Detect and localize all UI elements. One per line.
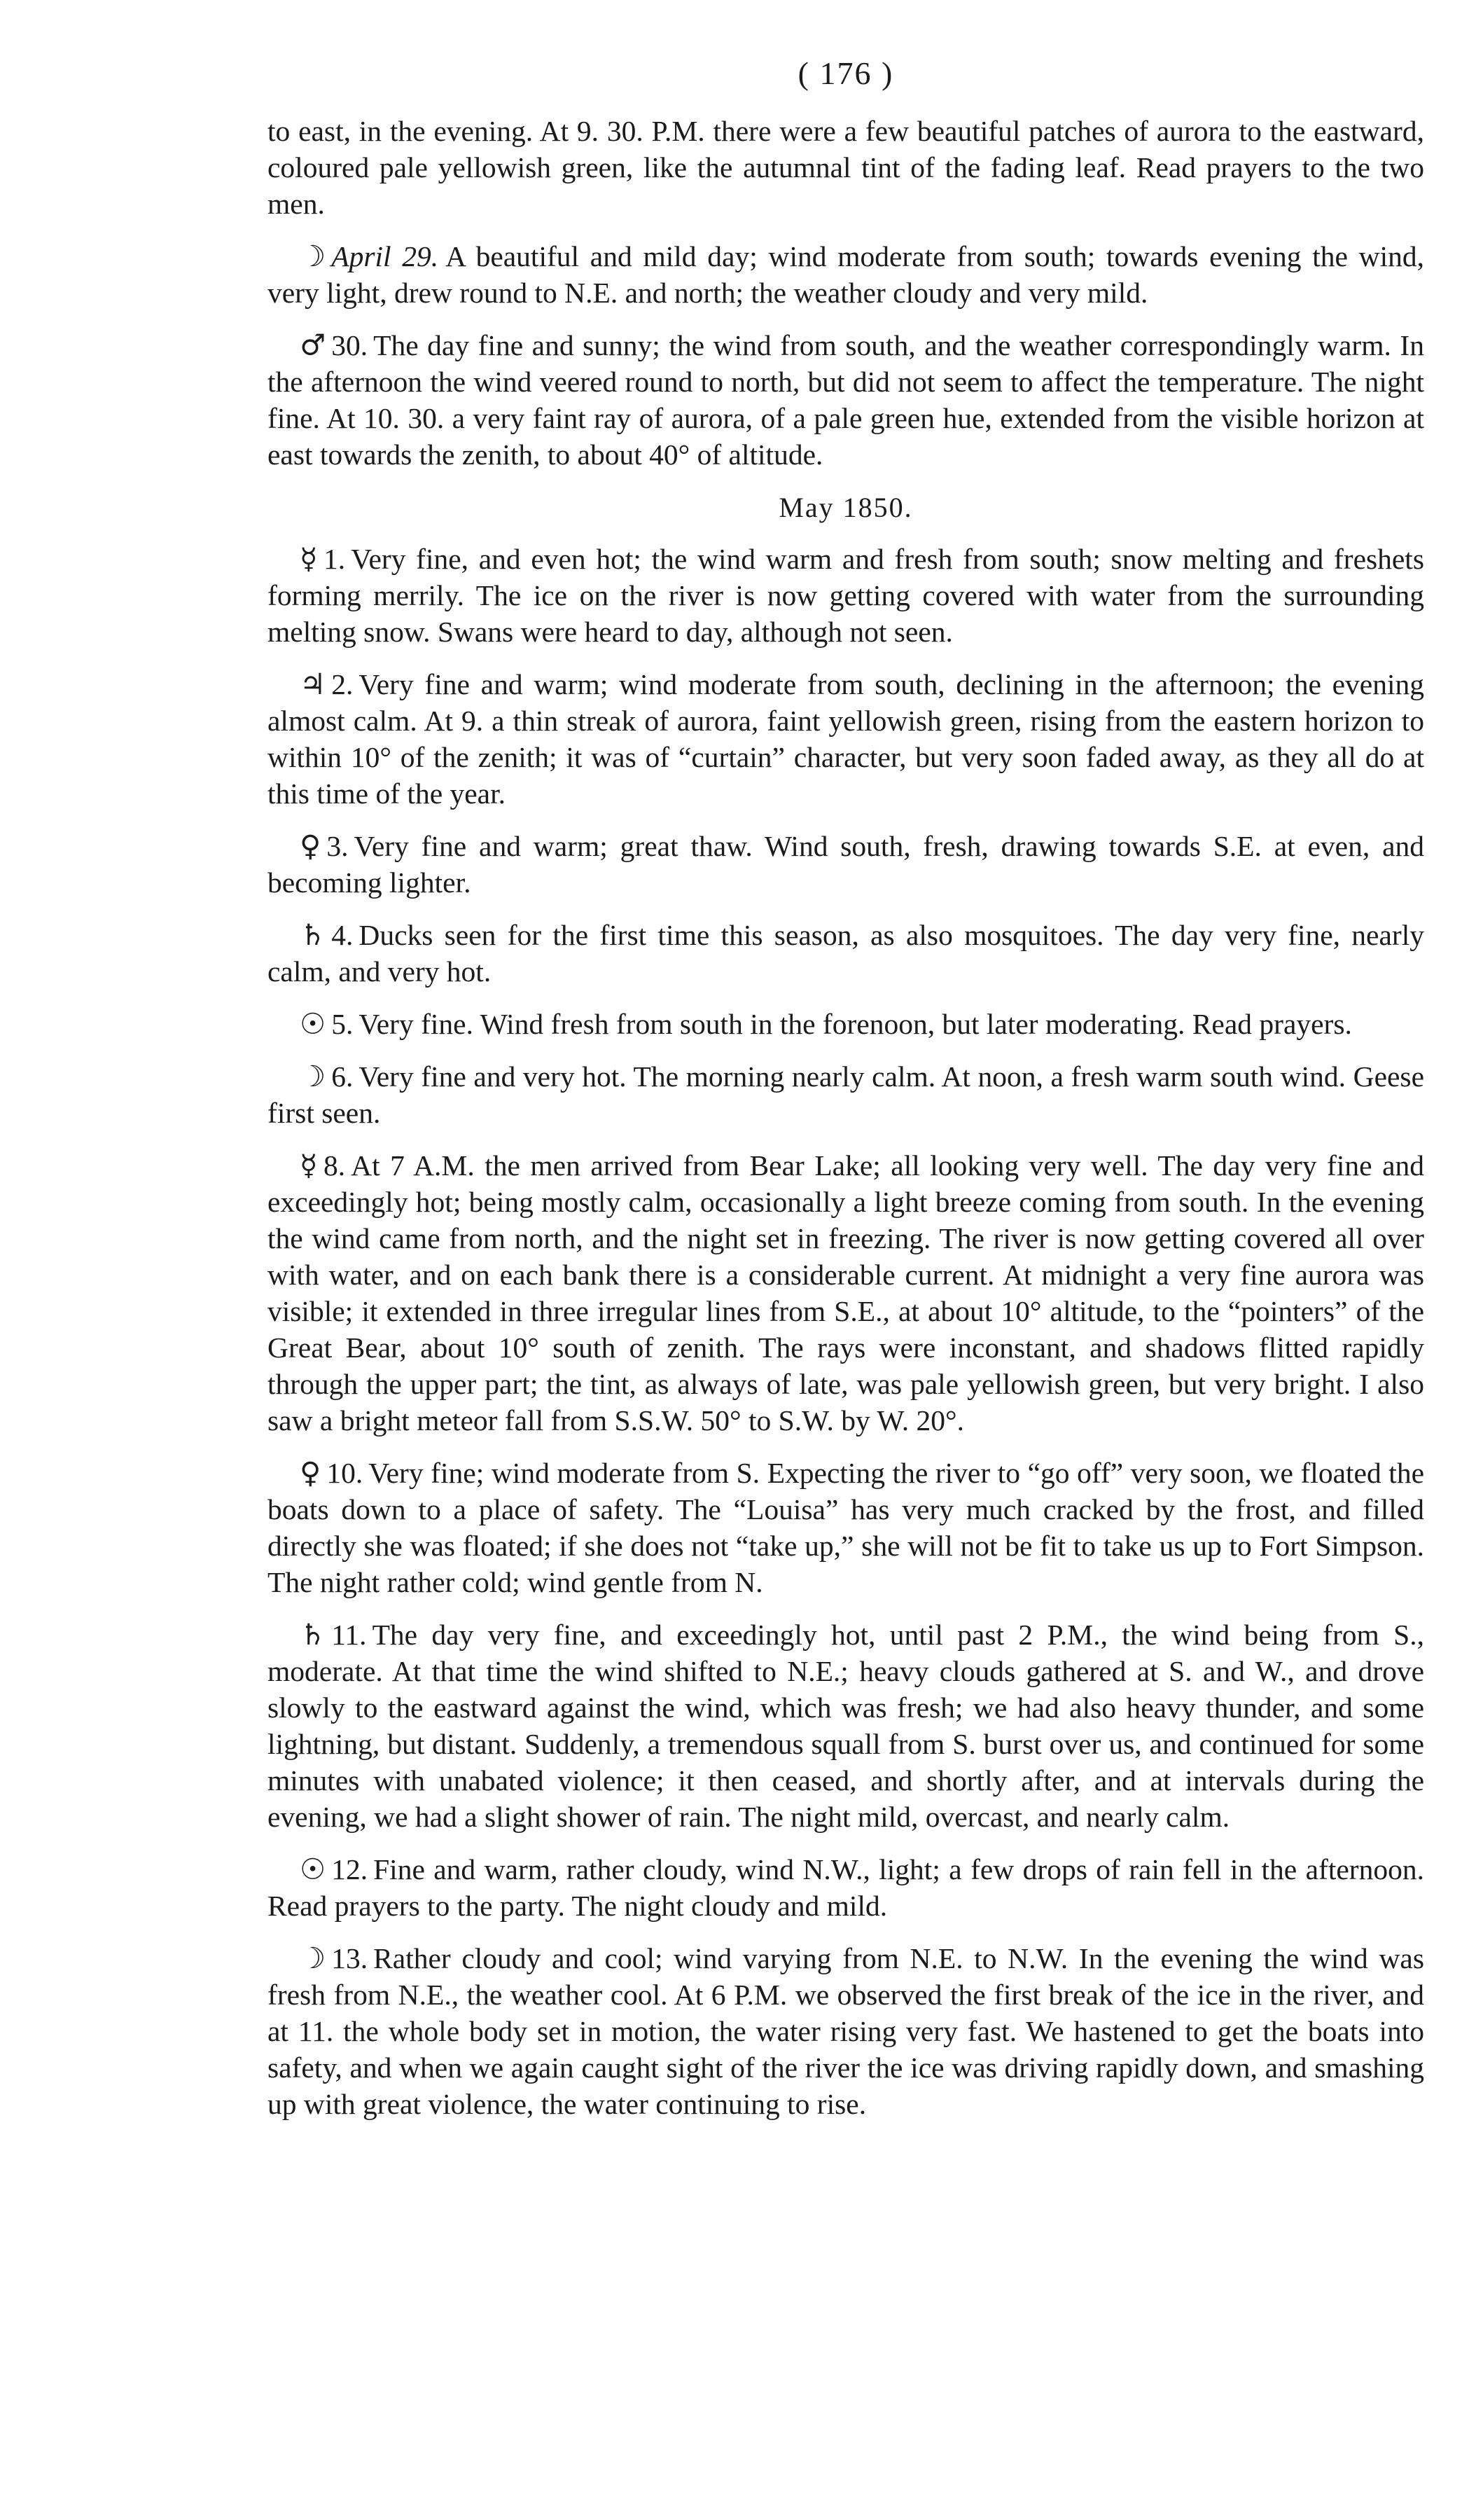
page-number: ( 176 )	[798, 55, 894, 91]
entry-day: 4.	[331, 919, 354, 951]
entry-day: 5.	[331, 1008, 354, 1040]
entry-text: At 7 A.M. the men arrived from Bear Lake; all looking very well. The day very fine and exceedingly hot; being mostly calm, occasionally a light breeze coming from south. In the evening the wind came from north, and the night set in freezing. The river is now getting covered all over with water, and on each bank there is a considerable current. At midnight a very fine aurora was visible; it extended in three irregular lines from S.E., at about 10° altitude, to the “pointers” of the Great Bear, about 10° south of zenith. The rays were inconstant, and shadows flitted rapidly through the upper part; the tint, as always of late, was pale yellowish green, but very bright. I also saw a bright meteor fall from S.S.W. 50° to S.W. by W. 20°.	[267, 1149, 1424, 1436]
saturn-symbol-icon: ♄	[300, 918, 326, 952]
entry-day: 1.	[323, 543, 346, 575]
entry-day: 3.	[326, 830, 349, 862]
entry-text: Very fine and warm; wind moderate from south, declining in the afternoon; the evening almost calm. At 9. a thin streak of aurora, faint yellowish green, rising from the eastern horizon to within 10° of the zenith; it was of “curtain” character, but very soon faded away, as they all do at this time of the year.	[267, 668, 1424, 810]
entry-text: A beautiful and mild day; wind moderate from south; towards evening the wind, very light, drew round to N.E. and north; the weather cloudy and very mild.	[267, 240, 1425, 309]
entry-text: Very fine. Wind fresh from south in the forenoon, but later moderating. Read prayers.	[358, 1008, 1352, 1040]
diary-entry-may-11	[267, 1616, 1424, 1835]
entry-text: Fine and warm, rather cloudy, wind N.W., light; a few drops of rain fell in the afternoon. Read prayers to the party. The night cloudy and mild.	[267, 1853, 1424, 1922]
moon-symbol-icon: ☽	[300, 239, 326, 273]
mercury-symbol-icon: ☿	[300, 541, 318, 576]
entry-day: 2.	[331, 668, 354, 700]
diary-entry-may-10	[267, 1455, 1424, 1600]
venus-symbol-icon: ♀	[300, 1455, 321, 1490]
entry-date: April 29.	[331, 240, 439, 272]
jupiter-symbol-icon: ♃	[300, 667, 326, 701]
diary-entry-april-30	[267, 327, 1424, 473]
moon-symbol-icon: ☽	[300, 1941, 326, 1975]
diary-entry-may-4	[267, 917, 1424, 990]
entry-text: Rather cloudy and cool; wind varying from N.E. to N.W. In the evening the wind was fresh from N.E., the weather cool. At 6 P.M. we observed the first break of the ice in the river, and at 11. the whole body set in motion, the water rising very fast. We hastened to get the boats into safety, and when we again caught sight of the river the ice was driving rapidly down, and smashing up with great violence, the water continuing to rise.	[267, 1942, 1424, 2120]
opening-paragraph: to east, in the evening. At 9. 30. P.M. there were a few beautiful patches of aurora to the eastward, coloured pale yellowish green, like the autumnal tint of the fading leaf. Read prayers to the two men.	[267, 115, 1424, 220]
moon-symbol-icon: ☽	[300, 1059, 326, 1093]
entry-day: 11.	[331, 1619, 367, 1651]
entry-day: 10.	[326, 1457, 363, 1489]
entry-text: Very fine; wind moderate from S. Expecting the river to “go off” very soon, we floated the boats down to a place of safety. The “Louisa” has very much cracked by the frost, and filled directly she was floated; if she does not “take up,” she will not be fit to take us up to Fort Simpson. The night rather cold; wind gentle from N.	[267, 1457, 1424, 1598]
month-heading: May 1850.	[779, 492, 913, 523]
entry-date: 30.	[331, 329, 368, 361]
diary-entry-april-29	[267, 238, 1424, 311]
diary-entry-may-8	[267, 1147, 1424, 1439]
entry-text: The day fine and sunny; the wind from south, and the weather correspondingly warm. In the afternoon the wind veered round to north, but did not seem to affect the temperature. The night fine. At 10. 30. a very faint ray of aurora, of a pale green hue, extended from the visible horizon at east towards the zenith, to about 40° of altitude.	[267, 329, 1424, 471]
mercury-symbol-icon: ☿	[300, 1148, 318, 1182]
sun-symbol-icon: ☉	[300, 1006, 326, 1041]
journal-page	[267, 53, 1424, 2138]
saturn-symbol-icon: ♄	[300, 1617, 326, 1652]
entry-day: 6.	[331, 1060, 354, 1093]
mars-symbol-icon: ♂	[300, 328, 326, 362]
entry-day: 12.	[331, 1853, 368, 1885]
venus-symbol-icon: ♀	[300, 829, 321, 863]
diary-entry-may-6	[267, 1058, 1424, 1131]
entry-text: Very fine and very hot. The morning nearly calm. At noon, a fresh warm south wind. Geese first seen.	[267, 1060, 1424, 1129]
diary-entry-may-1	[267, 541, 1424, 650]
diary-entry-may-5	[267, 1006, 1424, 1042]
diary-entry-may-13	[267, 1940, 1424, 2122]
diary-entry-may-2	[267, 666, 1424, 812]
entry-text: Ducks seen for the first time this season, as also mosquitoes. The day very fine, nearly calm, and very hot.	[267, 919, 1424, 988]
entry-day: 8.	[323, 1149, 346, 1182]
entry-text: Very fine and warm; great thaw. Wind south, fresh, drawing towards S.E. at even, and becoming lighter.	[267, 830, 1424, 899]
diary-entry-may-3	[267, 828, 1424, 901]
entry-text: The day very fine, and exceedingly hot, until past 2 P.M., the wind being from S., moderate. At that time the wind shifted to N.E.; heavy clouds gathered at S. and W., and drove slowly to the eastward against the wind, which was fresh; we had also heavy thunder, and some lightning, but distant. Suddenly, a tremendous squall from S. burst over us, and continued for some minutes with unabated violence; it then ceased, and shortly after, and at intervals during the evening, we had a slight shower of rain. The night mild, overcast, and nearly calm.	[267, 1619, 1424, 1833]
sun-symbol-icon: ☉	[300, 1852, 326, 1886]
entry-day: 13.	[331, 1942, 368, 1974]
diary-entry-may-12	[267, 1851, 1424, 1924]
entry-text: Very fine, and even hot; the wind warm and fresh from south; snow melting and freshets forming merrily. The ice on the river is now getting covered with water from the surrounding melting snow. Swans were heard to day, although not seen.	[267, 543, 1424, 648]
